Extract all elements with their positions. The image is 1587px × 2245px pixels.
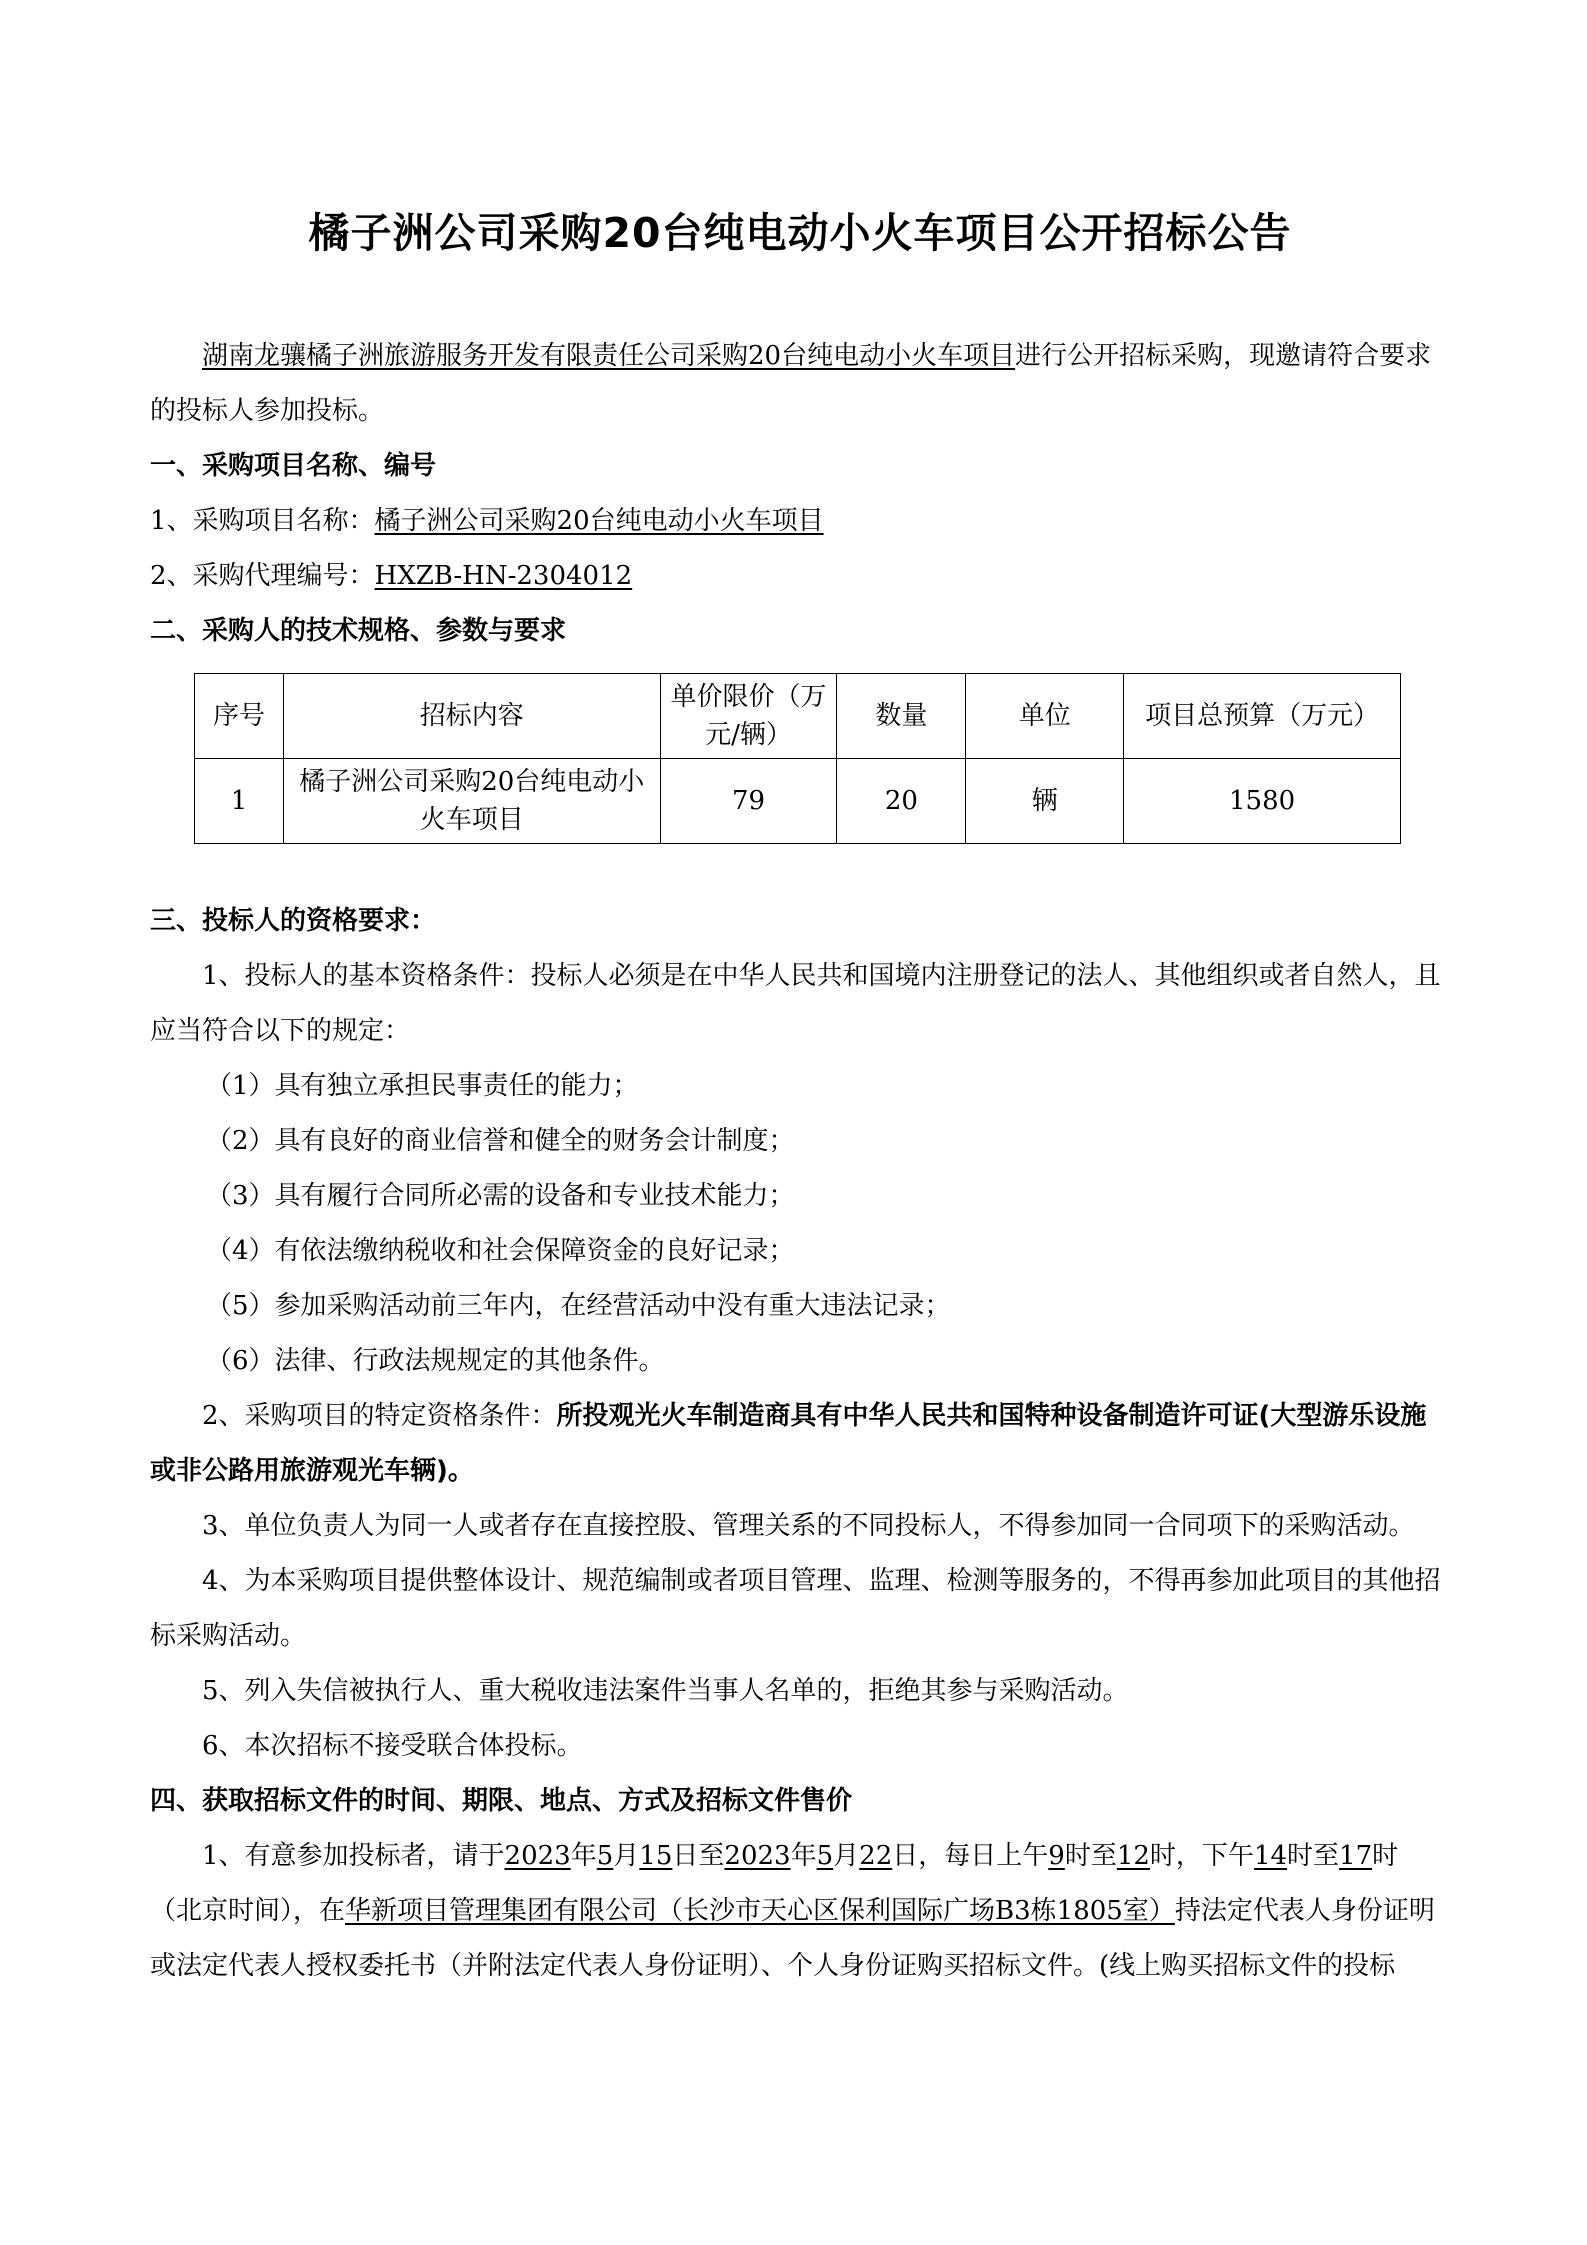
item2-label: 2、采购项目的特定资格条件： <box>202 1401 557 1431</box>
col-header-content: 招标内容 <box>283 674 660 759</box>
col-header-unit: 单位 <box>966 674 1124 759</box>
project-name-line <box>150 494 1450 549</box>
time-value: 17 <box>1339 1841 1373 1871</box>
table-header-row <box>195 674 1401 759</box>
table-row <box>195 759 1401 844</box>
date-value: 2023 <box>724 1841 791 1871</box>
qualification-subitem: （3）具有履行合同所必需的设备和专业技术能力； <box>206 1181 795 1211</box>
date-value: 2023 <box>504 1841 571 1871</box>
text-span: 时，下午 <box>1149 1841 1254 1871</box>
date-value: 5 <box>816 1841 834 1871</box>
project-code-value: HXZB-HN-2304012 <box>374 561 633 591</box>
qualification-item-5: 5、列入失信被执行人、重大税收违法案件当事人名单的，拒绝其参与采购活动。 <box>202 1676 1129 1706</box>
date-value: 15 <box>639 1841 673 1871</box>
document-page <box>150 200 1450 1994</box>
col-header-budget: 项目总预算（万元） <box>1124 674 1401 759</box>
col-header-quantity: 数量 <box>837 674 966 759</box>
cell-unit: 辆 <box>966 759 1124 844</box>
cell-index: 1 <box>195 759 284 844</box>
section3-heading: 三、投标人的资格要求： <box>150 906 437 936</box>
text-span: 时（北京时间），在 <box>150 1841 1399 1926</box>
text-span: 月 <box>833 1841 860 1871</box>
cell-content: 橘子洲公司采购20台纯电动小火车项目 <box>283 759 660 844</box>
cell-quantity: 20 <box>837 759 966 844</box>
purchaser-name: 湖南龙骧橘子洲旅游服务开发有限责任公司采购20台纯电动小火车项目 <box>202 341 1016 371</box>
cell-budget: 1580 <box>1124 759 1401 844</box>
qualification-subitem: （2）具有良好的商业信誉和健全的财务会计制度； <box>206 1126 795 1156</box>
item2-bold-text: 所投观光火车制造商具有中华人民共和国特种设备制造许可证(大型游乐设施或非公路用旅游观光车辆)。 <box>150 1401 1427 1486</box>
time-value: 14 <box>1253 1841 1288 1871</box>
purchase-time-paragraph <box>150 1829 1450 1994</box>
agency-address: 华新项目管理集团有限公司（长沙市天心区保利国际广场B3栋1805室） <box>345 1896 1175 1926</box>
time-value: 9 <box>1048 1841 1065 1871</box>
intro-paragraph <box>150 329 1450 439</box>
qualification-subitem: （6）法律、行政法规规定的其他条件。 <box>206 1346 665 1376</box>
text-span: 年 <box>790 1841 817 1871</box>
text-span: 1、有意参加投标者，请于 <box>202 1841 505 1871</box>
qualification-item-3: 3、单位负责人为同一人或者存在直接控股、管理关系的不同投标人，不得参加同一合同项下的采购活动。 <box>202 1511 1415 1541</box>
text-span: 时至 <box>1064 1841 1117 1871</box>
text-span: 持法定代表人身份证明或法定代表人授权委托书（并附法定代表人身份证明）、个人身份证购买招标文件。(线上购买招标文件的投标 <box>150 1896 1435 1981</box>
qualification-subitem: （5）参加采购活动前三年内，在经营活动中没有重大违法记录； <box>206 1291 951 1321</box>
text-span: 月 <box>613 1841 640 1871</box>
col-header-unit-price: 单价限价（万元/辆） <box>660 674 837 759</box>
date-value: 22 <box>859 1841 893 1871</box>
time-value: 12 <box>1116 1841 1150 1871</box>
cell-unit-price: 79 <box>660 759 837 844</box>
text-span: 日，每日上午 <box>892 1841 1049 1871</box>
qualification-item-2 <box>150 1389 1450 1499</box>
qualification-subitem: （4）有依法缴纳税收和社会保障资金的良好记录； <box>206 1236 795 1266</box>
project-name-label: 1、采购项目名称： <box>150 506 375 536</box>
spec-table <box>194 673 1401 844</box>
qualification-item-1: 1、投标人的基本资格条件：投标人必须是在中华人民共和国境内注册登记的法人、其他组织或者自然人，且应当符合以下的规定： <box>150 961 1441 1046</box>
document-title: 橘子洲公司采购20台纯电动小火车项目公开招标公告 <box>308 209 1292 257</box>
qualification-item-6: 6、本次招标不接受联合体投标。 <box>202 1731 583 1761</box>
project-code-line <box>150 549 1450 604</box>
intro-rest: 进行公开招标采购，现邀请符合要求的投标人参加投标。 <box>150 341 1432 426</box>
project-code-label: 2、采购代理编号： <box>150 561 375 591</box>
section2-heading: 二、采购人的技术规格、参数与要求 <box>150 616 567 646</box>
section4-heading: 四、获取招标文件的时间、期限、地点、方式及招标文件售价 <box>150 1786 853 1816</box>
text-span: 时至 <box>1287 1841 1340 1871</box>
text-span: 日至 <box>672 1841 725 1871</box>
date-value: 5 <box>596 1841 614 1871</box>
text-span: 年 <box>570 1841 597 1871</box>
col-header-index: 序号 <box>195 674 284 759</box>
project-name-value: 橘子洲公司采购20台纯电动小火车项目 <box>374 506 824 536</box>
section1-heading: 一、采购项目名称、编号 <box>150 451 437 481</box>
qualification-subitem: （1）具有独立承担民事责任的能力； <box>206 1071 639 1101</box>
qualification-item-4: 4、为本采购项目提供整体设计、规范编制或者项目管理、监理、检测等服务的，不得再参加此项目的其他招标采购活动。 <box>150 1566 1441 1651</box>
